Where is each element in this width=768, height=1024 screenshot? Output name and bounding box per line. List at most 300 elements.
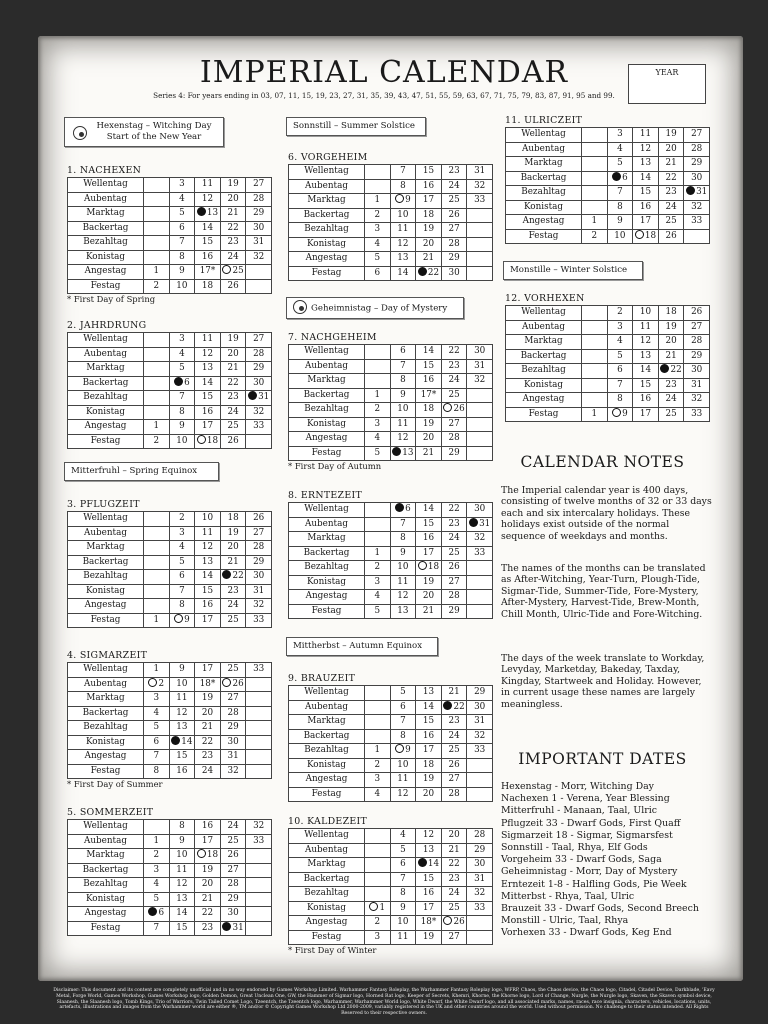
weekday-label: Backertag — [289, 729, 365, 744]
weekday-label: Konistag — [289, 575, 365, 590]
important-date-item: Pflugzeit 33 - Dwarf Gods, First Quaff — [501, 817, 681, 829]
date-cell: 8 — [390, 374, 416, 389]
date-cell: 20 — [441, 829, 467, 844]
date-cell — [467, 787, 493, 802]
date-cell: 3 — [144, 692, 170, 707]
date-cell: 10 — [390, 208, 416, 223]
weekday-label: Marktag — [506, 157, 582, 172]
week-row — [68, 178, 272, 193]
date-cell: 26 — [658, 229, 684, 244]
full-moon-icon — [469, 518, 478, 527]
full-moon-icon — [392, 447, 401, 456]
date-cell: 31 — [684, 186, 710, 201]
date-cell: 20 — [220, 192, 246, 207]
date-cell: 16 — [195, 250, 221, 265]
date-cell: 5 — [144, 721, 170, 736]
date-cell: 28 — [441, 590, 467, 605]
weekday-label: Aubentag — [506, 142, 582, 157]
date-cell: 33 — [246, 663, 272, 678]
date-cell: 23 — [195, 750, 221, 765]
date-cell: 31 — [246, 584, 272, 599]
week-row — [289, 575, 493, 590]
date-cell: 5 — [169, 555, 195, 570]
date-cell: 7 — [144, 921, 170, 936]
week-row — [289, 758, 493, 773]
month-footnote: * First Day of Winter — [288, 945, 377, 955]
week-row — [68, 420, 272, 435]
date-cell — [246, 849, 272, 864]
month-name: 2. JAHRDRUNG — [67, 320, 147, 331]
date-cell: 20 — [416, 590, 442, 605]
date-cell: 16 — [195, 405, 221, 420]
date-cell — [144, 391, 170, 406]
date-cell: 2 — [365, 403, 391, 418]
weekday-label: Konistag — [506, 200, 582, 215]
week-row — [68, 570, 272, 585]
month-footnote: * First Day of Spring — [67, 294, 156, 304]
date-cell: 28 — [246, 541, 272, 556]
date-cell: 22 — [195, 735, 221, 750]
date-cell: 3 — [365, 223, 391, 238]
week-row — [68, 721, 272, 736]
weekday-label: Bezahltag — [289, 223, 365, 238]
new-moon-icon — [443, 916, 452, 925]
date-cell: 2 — [169, 512, 195, 527]
date-cell — [246, 265, 272, 280]
week-row — [289, 374, 493, 389]
month-pflugzeit — [67, 499, 272, 628]
date-cell: 22 — [441, 345, 467, 360]
date-cell: 3 — [144, 863, 170, 878]
week-row — [289, 223, 493, 238]
month-table — [288, 502, 493, 619]
date-cell: 29 — [220, 721, 246, 736]
date-cell: 9 — [607, 407, 633, 422]
date-cell — [365, 858, 391, 873]
weekday-label: Angestag — [289, 773, 365, 788]
date-cell — [684, 229, 710, 244]
date-cell: 27 — [684, 128, 710, 143]
date-cell: 5 — [365, 446, 391, 461]
date-cell: 14 — [169, 907, 195, 922]
date-cell — [144, 526, 170, 541]
date-cell — [144, 405, 170, 420]
weekday-label: Wellentag — [68, 333, 144, 348]
date-cell: 15 — [195, 391, 221, 406]
date-cell — [582, 200, 608, 215]
date-cell: 28 — [220, 878, 246, 893]
date-cell: 9 — [390, 194, 416, 209]
date-cell — [365, 686, 391, 701]
date-cell — [365, 872, 391, 887]
date-cell: 29 — [684, 349, 710, 364]
date-cell: 30 — [467, 345, 493, 360]
date-cell: 17 — [195, 663, 221, 678]
date-cell: 14 — [169, 735, 195, 750]
month-brauzeit — [288, 673, 493, 802]
week-row — [506, 186, 710, 201]
weekday-label: Konistag — [506, 378, 582, 393]
date-cell: 19 — [220, 333, 246, 348]
week-row — [506, 171, 710, 186]
date-cell: 15 — [416, 165, 442, 180]
date-cell: 5 — [390, 686, 416, 701]
weekday-label: Marktag — [68, 362, 144, 377]
date-cell: 18 — [195, 434, 221, 449]
month-table — [67, 177, 272, 294]
date-cell: 21 — [195, 892, 221, 907]
date-cell — [246, 907, 272, 922]
month-vorgeheim — [288, 152, 493, 281]
month-table — [505, 127, 710, 244]
week-row — [506, 215, 710, 230]
date-cell: 30 — [467, 503, 493, 518]
date-cell: 26 — [441, 208, 467, 223]
month-name: 7. NACHGEHEIM — [288, 332, 377, 343]
date-cell: 7 — [144, 750, 170, 765]
date-cell: 16 — [169, 764, 195, 779]
date-cell: 10 — [390, 916, 416, 931]
important-date-item: Geheimnistag - Morr, Day of Mystery — [501, 866, 678, 878]
date-cell: 8 — [607, 393, 633, 408]
date-cell: 1 — [365, 744, 391, 759]
date-cell: 17 — [633, 215, 659, 230]
weekday-label: Konistag — [68, 405, 144, 420]
date-cell — [467, 403, 493, 418]
weekday-label: Backertag — [68, 376, 144, 391]
date-cell: 1 — [365, 194, 391, 209]
date-cell: 23 — [220, 584, 246, 599]
weekday-label: Konistag — [289, 237, 365, 252]
week-row — [289, 916, 493, 931]
date-cell: 9 — [390, 546, 416, 561]
weekday-label: Marktag — [68, 207, 144, 222]
date-cell: 24 — [658, 200, 684, 215]
date-cell: 4 — [144, 706, 170, 721]
date-cell — [246, 692, 272, 707]
date-cell: 31 — [246, 236, 272, 251]
week-row — [289, 787, 493, 802]
important-date-item: Vorhexen 33 - Dwarf Gods, Keg End — [501, 927, 672, 939]
holiday-hexenstag-line2: Start of the New Year — [106, 132, 202, 143]
month-sommerzeit — [67, 807, 272, 936]
date-cell: 33 — [684, 407, 710, 422]
date-cell — [467, 916, 493, 931]
week-row — [68, 692, 272, 707]
date-cell: 18 — [195, 279, 221, 294]
date-cell: 31 — [467, 359, 493, 374]
weekday-label: Festag — [68, 279, 144, 294]
date-cell: 8 — [390, 887, 416, 902]
new-moon-icon — [222, 678, 231, 687]
date-cell: 24 — [658, 393, 684, 408]
date-cell: 21 — [195, 721, 221, 736]
date-cell: 27 — [246, 526, 272, 541]
month-nachgeheim — [288, 332, 493, 472]
date-cell: 14 — [633, 364, 659, 379]
week-row — [68, 820, 272, 835]
full-moon-icon — [174, 377, 183, 386]
weekday-label: Backertag — [289, 872, 365, 887]
date-cell: 19 — [658, 320, 684, 335]
week-row — [289, 403, 493, 418]
date-cell: 12 — [195, 192, 221, 207]
date-cell: 12 — [169, 878, 195, 893]
date-cell: 25 — [658, 215, 684, 230]
weekday-label: Aubentag — [289, 179, 365, 194]
date-cell: 22 — [220, 570, 246, 585]
weekday-label: Aubentag — [289, 843, 365, 858]
new-moon-icon — [148, 678, 157, 687]
date-cell: 17 — [195, 834, 221, 849]
month-table — [67, 819, 272, 936]
date-cell: 4 — [169, 192, 195, 207]
weekday-label: Bezahltag — [68, 391, 144, 406]
week-row — [68, 333, 272, 348]
date-cell: 22 — [195, 907, 221, 922]
weekday-label: Aubentag — [68, 347, 144, 362]
holiday-mitterfruhl: Mitterfruhl – Spring Equinox — [64, 462, 219, 481]
date-cell — [582, 128, 608, 143]
date-cell: 2 — [365, 758, 391, 773]
month-sigmarzeit — [67, 650, 272, 790]
weekday-label: Wellentag — [289, 345, 365, 360]
date-cell: 23 — [441, 359, 467, 374]
weekday-label: Wellentag — [289, 829, 365, 844]
holiday-geheimnistag-label: Geheimnistag – Day of Mystery — [311, 303, 448, 314]
date-cell: 33 — [246, 834, 272, 849]
date-cell: 26 — [220, 849, 246, 864]
weekday-label: Konistag — [68, 250, 144, 265]
full-moon-icon — [197, 207, 206, 216]
month-footnote: * First Day of Summer — [67, 779, 163, 789]
date-cell — [144, 376, 170, 391]
notes-paragraph-2: The names of the months can be translated as After-Witching, Year-Turn, Plough-Tide, Sigmar-Tide, Summer-Tide, Fore-Mystery, After-Mystery, Harvest-Tide, Brew-Month, Chill Month, Ulric-Tide and Fore-Witching. — [501, 563, 706, 620]
week-row — [289, 266, 493, 281]
date-cell: 5 — [365, 604, 391, 619]
week-row — [68, 878, 272, 893]
date-cell: 3 — [365, 930, 391, 945]
date-cell: 32 — [246, 405, 272, 420]
date-cell: 15 — [416, 715, 442, 730]
important-date-item: Brauzeit 33 - Dwarf Gods, Second Breech — [501, 903, 699, 915]
date-cell: 27 — [246, 178, 272, 193]
date-cell: 27 — [441, 930, 467, 945]
date-cell — [144, 192, 170, 207]
week-row — [68, 849, 272, 864]
weekday-label: Festag — [506, 229, 582, 244]
month-name: 11. ULRICZEIT — [505, 115, 583, 126]
date-cell: 15 — [416, 359, 442, 374]
date-cell: 5 — [169, 207, 195, 222]
date-cell: 25 — [441, 546, 467, 561]
moon-icon — [293, 300, 307, 314]
month-table — [67, 332, 272, 449]
date-cell: 33 — [684, 215, 710, 230]
week-row — [289, 179, 493, 194]
date-cell: 24 — [220, 405, 246, 420]
date-cell: 5 — [365, 252, 391, 267]
date-cell: 12 — [169, 706, 195, 721]
date-cell: 25 — [220, 420, 246, 435]
date-cell — [582, 393, 608, 408]
date-cell: 27 — [441, 223, 467, 238]
date-cell: 4 — [365, 787, 391, 802]
date-cell: 26 — [220, 279, 246, 294]
date-cell: 3 — [365, 575, 391, 590]
date-cell: 7 — [390, 517, 416, 532]
weekday-label: Aubentag — [68, 834, 144, 849]
date-cell: 4 — [144, 878, 170, 893]
date-cell: 25 — [220, 663, 246, 678]
date-cell: 14 — [416, 858, 442, 873]
date-cell: 17 — [416, 194, 442, 209]
date-cell — [582, 171, 608, 186]
month-name: 6. VORGEHEIM — [288, 152, 368, 163]
full-moon-icon — [222, 922, 231, 931]
date-cell: 26 — [246, 512, 272, 527]
date-cell — [582, 157, 608, 172]
weekday-label: Angestag — [68, 599, 144, 614]
weekday-label: Festag — [68, 764, 144, 779]
date-cell: 16 — [416, 374, 442, 389]
week-row — [289, 604, 493, 619]
date-cell: 28 — [441, 237, 467, 252]
date-cell: 32 — [220, 764, 246, 779]
date-cell: 29 — [246, 362, 272, 377]
date-cell — [365, 829, 391, 844]
weekday-label: Aubentag — [289, 700, 365, 715]
full-moon-icon — [248, 391, 257, 400]
date-cell — [365, 345, 391, 360]
full-moon-icon — [171, 736, 180, 745]
date-cell: 27 — [246, 333, 272, 348]
date-cell: 15 — [633, 378, 659, 393]
date-cell: 1 — [144, 613, 170, 628]
date-cell: 30 — [467, 700, 493, 715]
full-moon-icon — [148, 907, 157, 916]
date-cell: 18 — [658, 306, 684, 321]
week-row — [68, 735, 272, 750]
date-cell: 25 — [441, 388, 467, 403]
month-nachexen — [67, 165, 272, 305]
weekday-label: Marktag — [289, 374, 365, 389]
date-cell — [246, 764, 272, 779]
week-row — [506, 229, 710, 244]
date-cell: 1 — [144, 834, 170, 849]
date-cell: 27 — [441, 575, 467, 590]
date-cell: 4 — [365, 590, 391, 605]
date-cell: 8 — [169, 599, 195, 614]
date-cell: 29 — [467, 843, 493, 858]
date-cell: 13 — [416, 686, 442, 701]
date-cell: 5 — [144, 892, 170, 907]
date-cell: 23 — [441, 715, 467, 730]
date-cell: 24 — [441, 729, 467, 744]
date-cell: 12 — [195, 541, 221, 556]
date-cell: 7 — [169, 236, 195, 251]
date-cell: 9 — [607, 215, 633, 230]
week-row — [68, 221, 272, 236]
holiday-sonnstill: Sonnstill – Summer Solstice — [286, 117, 426, 136]
date-cell: 4 — [169, 347, 195, 362]
date-cell: 2 — [144, 434, 170, 449]
weekday-label: Angestag — [68, 265, 144, 280]
date-cell: 28 — [441, 432, 467, 447]
date-cell: 6 — [390, 345, 416, 360]
full-moon-icon — [418, 858, 427, 867]
date-cell: 2 — [607, 306, 633, 321]
date-cell — [144, 584, 170, 599]
date-cell: 16 — [416, 179, 442, 194]
date-cell: 2 — [365, 561, 391, 576]
weekday-label: Bezahltag — [289, 744, 365, 759]
date-cell: 20 — [658, 335, 684, 350]
date-cell: 9 — [169, 265, 195, 280]
weekday-label: Angestag — [289, 916, 365, 931]
date-cell: 30 — [441, 266, 467, 281]
date-cell: 15 — [169, 750, 195, 765]
full-moon-icon — [443, 701, 452, 710]
weekday-label: Festag — [289, 266, 365, 281]
week-row — [68, 892, 272, 907]
month-name: 1. NACHEXEN — [67, 165, 142, 176]
date-cell — [467, 590, 493, 605]
weekday-label: Festag — [289, 604, 365, 619]
date-cell: 18* — [416, 916, 442, 931]
date-cell: 25 — [441, 194, 467, 209]
holiday-geheimnistag — [286, 297, 464, 319]
month-jahrdrung — [67, 320, 272, 449]
date-cell: 22 — [441, 503, 467, 518]
date-cell: 33 — [467, 901, 493, 916]
date-cell — [365, 503, 391, 518]
date-cell — [144, 347, 170, 362]
date-cell: 19 — [416, 773, 442, 788]
date-cell: 24 — [441, 179, 467, 194]
weekday-label: Wellentag — [68, 512, 144, 527]
date-cell: 27 — [441, 773, 467, 788]
weekday-label: Bezahltag — [289, 403, 365, 418]
date-cell: 19 — [416, 417, 442, 432]
date-cell: 5 — [607, 349, 633, 364]
date-cell: 7 — [390, 872, 416, 887]
important-date-item: Mitterfruhl - Manaan, Taal, Ulric — [501, 805, 658, 817]
weekday-label: Bezahltag — [68, 878, 144, 893]
date-cell: 6 — [607, 171, 633, 186]
date-cell: 11 — [390, 575, 416, 590]
date-cell: 1 — [144, 265, 170, 280]
month-name: 8. ERNTEZEIT — [288, 490, 363, 501]
date-cell: 24 — [220, 250, 246, 265]
date-cell: 12 — [390, 432, 416, 447]
date-cell: 21 — [658, 349, 684, 364]
date-cell: 23 — [658, 186, 684, 201]
date-cell — [246, 878, 272, 893]
weekday-label: Bezahltag — [68, 721, 144, 736]
date-cell — [467, 237, 493, 252]
date-cell: 14 — [633, 171, 659, 186]
date-cell: 9 — [169, 834, 195, 849]
date-cell: 17 — [195, 420, 221, 435]
date-cell: 7 — [607, 186, 633, 201]
important-date-item: Hexenstag - Morr, Witching Day — [501, 781, 654, 792]
date-cell: 16 — [633, 393, 659, 408]
date-cell: 18 — [220, 512, 246, 527]
date-cell: 6 — [144, 735, 170, 750]
date-cell: 3 — [607, 128, 633, 143]
date-cell: 10 — [633, 306, 659, 321]
